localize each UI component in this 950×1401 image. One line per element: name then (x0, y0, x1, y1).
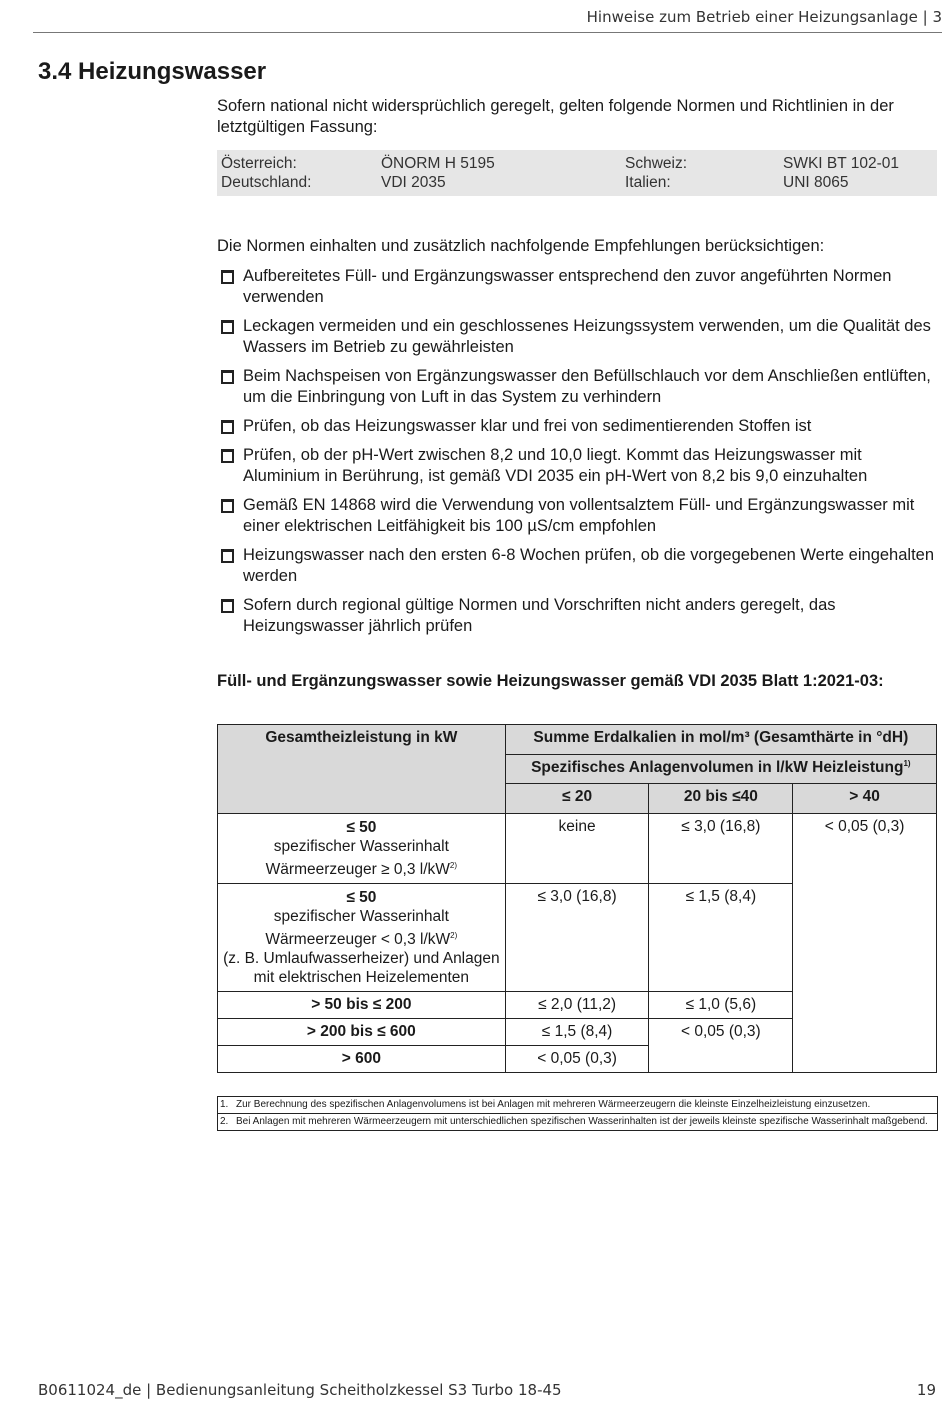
norm-country: Deutschland: (221, 174, 312, 191)
footer-page-number: 19 (916, 1381, 936, 1399)
value-cell: < 0,05 (0,3) (793, 814, 937, 1073)
norms-table (217, 150, 937, 196)
norm-country: Österreich: (221, 155, 297, 172)
value-cell: ≤ 3,0 (16,8) (505, 884, 649, 992)
footnote: 1. Zur Berechnung des spezifischen Anlagenvolumens ist bei Anlagen mit mehreren Wärmeerzeugern die kleinste Einzelheizleistung einzusetzen. (218, 1097, 937, 1114)
subheader-cell: 20 bis ≤40 (649, 784, 793, 814)
norm-name: VDI 2035 (381, 174, 446, 191)
list-item: Aufbereitetes Füll- und Ergänzungswasser entsprechend den zuvor angeführten Normen verwenden (221, 266, 936, 308)
footnote: 2. Bei Anlagen mit mehreren Wärmeerzeugern mit unterschiedlichen spezifischen Wasserinhalten ist der jeweils kleinste spezifische Wasserinhalt maßgebend. (220, 1116, 928, 1127)
table-title: Füll- und Ergänzungswasser sowie Heizungswasser gemäß VDI 2035 Blatt 1:2021-03: (217, 672, 884, 690)
checkbox-bullet-icon (221, 270, 234, 284)
list-item: Prüfen, ob das Heizungswasser klar und frei von sedimentierenden Stoffen ist (221, 416, 936, 437)
power-cell: ≤ 50 spezifischer Wasserinhalt Wärmeerzeuger ≥ 0,3 $l/kW^{2)}$ (218, 814, 506, 884)
list-item: Gemäß EN 14868 wird die Verwendung von vollentsalztem Füll- und Ergänzungswasser mit einer elektrischen Leitfähigkeit bis 100 µS/cm empfohlen (221, 495, 936, 537)
norm-name: UNI 8065 (783, 174, 849, 191)
table-footnotes (217, 1096, 938, 1131)
checkbox-bullet-icon (221, 420, 234, 434)
power-cell: > 200 bis ≤ 600 (218, 1019, 506, 1046)
value-cell: ≤ 1,0 (5,6) (649, 992, 793, 1019)
list-item: Sofern durch regional gültige Normen und Vorschriften nicht anders geregelt, das Heizungswasser jährlich prüfen (221, 595, 936, 637)
checkbox-bullet-icon (221, 499, 234, 513)
checkbox-bullet-icon (221, 370, 234, 384)
value-cell: keine (505, 814, 649, 884)
power-cell: ≤ 50 spezifischer Wasserinhalt Wärmeerzeuger < 0,3 $l/kW^{2)}$ (z. B. Umlaufwasserheizer) und Anlagen mit elektrischen Heizelementen (218, 884, 506, 992)
checkbox-bullet-icon (221, 599, 234, 613)
header-summe-erdalkalien: Summe Erdalkalien in mol/m³ (Gesamthärte in °dH) (505, 725, 936, 755)
subheader-cell: ≤ 20 (505, 784, 649, 814)
value-cell: ≤ 2,0 (11,2) (505, 992, 649, 1019)
footer-document-id: B0611024_de | Bedienungsanleitung Scheitholzkessel S3 Turbo 18-45 (38, 1381, 562, 1399)
norm-country: Italien: (625, 174, 671, 191)
value-cell: ≤ 1,5 (8,4) (505, 1019, 649, 1046)
power-cell: > 600 (218, 1046, 506, 1073)
list-item: Prüfen, ob der pH-Wert zwischen 8,2 und 10,0 liegt. Kommt das Heizungswasser mit Aluminium in Berührung, ist gemäß VDI 2035 ein pH-Wert von 8,2 bis 9,0 einzuhalten (221, 445, 936, 487)
subheader-cell: > 40 (793, 784, 937, 814)
table-row (218, 725, 937, 755)
norm-name: ÖNORM H 5195 (381, 155, 495, 172)
value-cell: < 0,05 (0,3) (505, 1046, 649, 1073)
header-gesamtheizleistung: Gesamtheizleistung in kW (218, 725, 506, 814)
recommendations-list (221, 266, 936, 645)
table-row (218, 814, 937, 884)
value-cell: ≤ 3,0 (16,8) (649, 814, 793, 884)
header-anlagenvolumen: Spezifisches Anlagenvolumen in l/kW Heizleistung$^{1)}$ (505, 754, 936, 784)
list-item: Heizungswasser nach den ersten 6-8 Wochen prüfen, ob die vorgegebenen Werte eingehalten werden (221, 545, 936, 587)
section-title: 3.4 Heizungswasser (38, 58, 267, 85)
recommendations-lead: Die Normen einhalten und zusätzlich nachfolgende Empfehlungen berücksichtigen: (217, 237, 825, 255)
list-item: Leckagen vermeiden und ein geschlossenes Heizungssystem verwenden, um die Qualität des Wassers im Betrieb zu gewährleisten (221, 316, 936, 358)
value-cell: < 0,05 (0,3) (649, 1019, 793, 1073)
header-divider (33, 32, 942, 33)
intro-text: Sofern national nicht widersprüchlich geregelt, gelten folgende Normen und Richtlinien in der letztgültigen Fassung: (217, 97, 894, 136)
list-item: Beim Nachspeisen von Ergänzungswasser den Befüllschlauch vor dem Anschließen entlüften, um die Einbringung von Luft in das System zu verhindern (221, 366, 936, 408)
norm-country: Schweiz: (625, 155, 688, 172)
checkbox-bullet-icon (221, 549, 234, 563)
running-header: Hinweise zum Betrieb einer Heizungsanlage | 3 (586, 8, 942, 26)
water-hardness-table (217, 724, 937, 1073)
value-cell: ≤ 1,5 (8,4) (649, 884, 793, 992)
norm-name: SWKI BT 102-01 (783, 155, 900, 172)
checkbox-bullet-icon (221, 449, 234, 463)
checkbox-bullet-icon (221, 320, 234, 334)
power-cell: > 50 bis ≤ 200 (218, 992, 506, 1019)
